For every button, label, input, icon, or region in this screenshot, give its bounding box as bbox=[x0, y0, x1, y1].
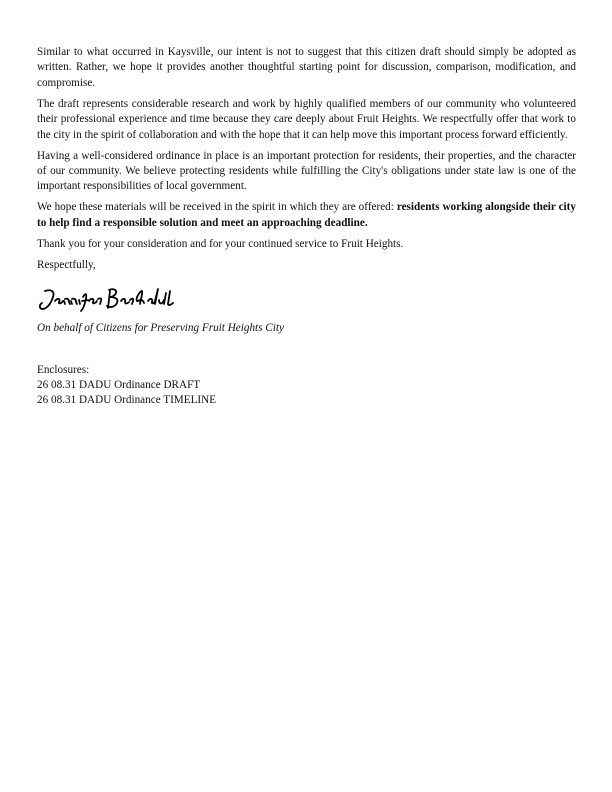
paragraph-thanks: Thank you for your consideration and for your continued service to Fruit Heights. bbox=[37, 237, 404, 250]
paragraph-kaysville: Similar to what occurred in Kaysville, our intent is not to suggest that this citizen draft should simply be adopted as written. Rather, we hope it provides another thoughtful starting point for discussion, comparison, modification, and compromise. bbox=[37, 46, 576, 89]
paragraph-ordinance: Having a well-considered ordinance in place is an important protection for residents, their properties, and the character of our community. We believe protecting residents while fulfilling the City's obligations under state law is one of the important responsibilities of local government. bbox=[37, 149, 576, 193]
enclosure-item: 26 08.31 DADU Ordinance TIMELINE bbox=[37, 394, 217, 407]
paragraph-spirit-lead: We hope these materials will be received in the spirit in which they are offered: bbox=[37, 201, 397, 214]
enclosure-item: 26 08.31 DADU Ordinance DRAFT bbox=[37, 379, 201, 392]
signature-drawing bbox=[37, 285, 177, 315]
enclosures-title: Enclosures: bbox=[37, 363, 90, 376]
paragraph-spirit bbox=[37, 200, 576, 231]
paragraph-spirit-emphasis: residents working alongside their city to help find a responsible solution and meet an approaching deadline. bbox=[37, 201, 576, 229]
closing: Respectfully, bbox=[37, 258, 96, 271]
letter-body bbox=[37, 45, 576, 409]
paragraph-draft: The draft represents considerable research and work by highly qualified members of our community who volunteered their professional experience and time because they care deeply about Fruit Heights. We respectfully offer that work to the city in the spirit of collaboration and with the hope that it can help move this important process forward efficiently. bbox=[37, 97, 576, 141]
on-behalf-line: On behalf of Citizens for Preserving Fruit Heights City bbox=[37, 322, 284, 335]
enclosure-list bbox=[37, 378, 576, 409]
handwritten-signature bbox=[37, 285, 576, 315]
